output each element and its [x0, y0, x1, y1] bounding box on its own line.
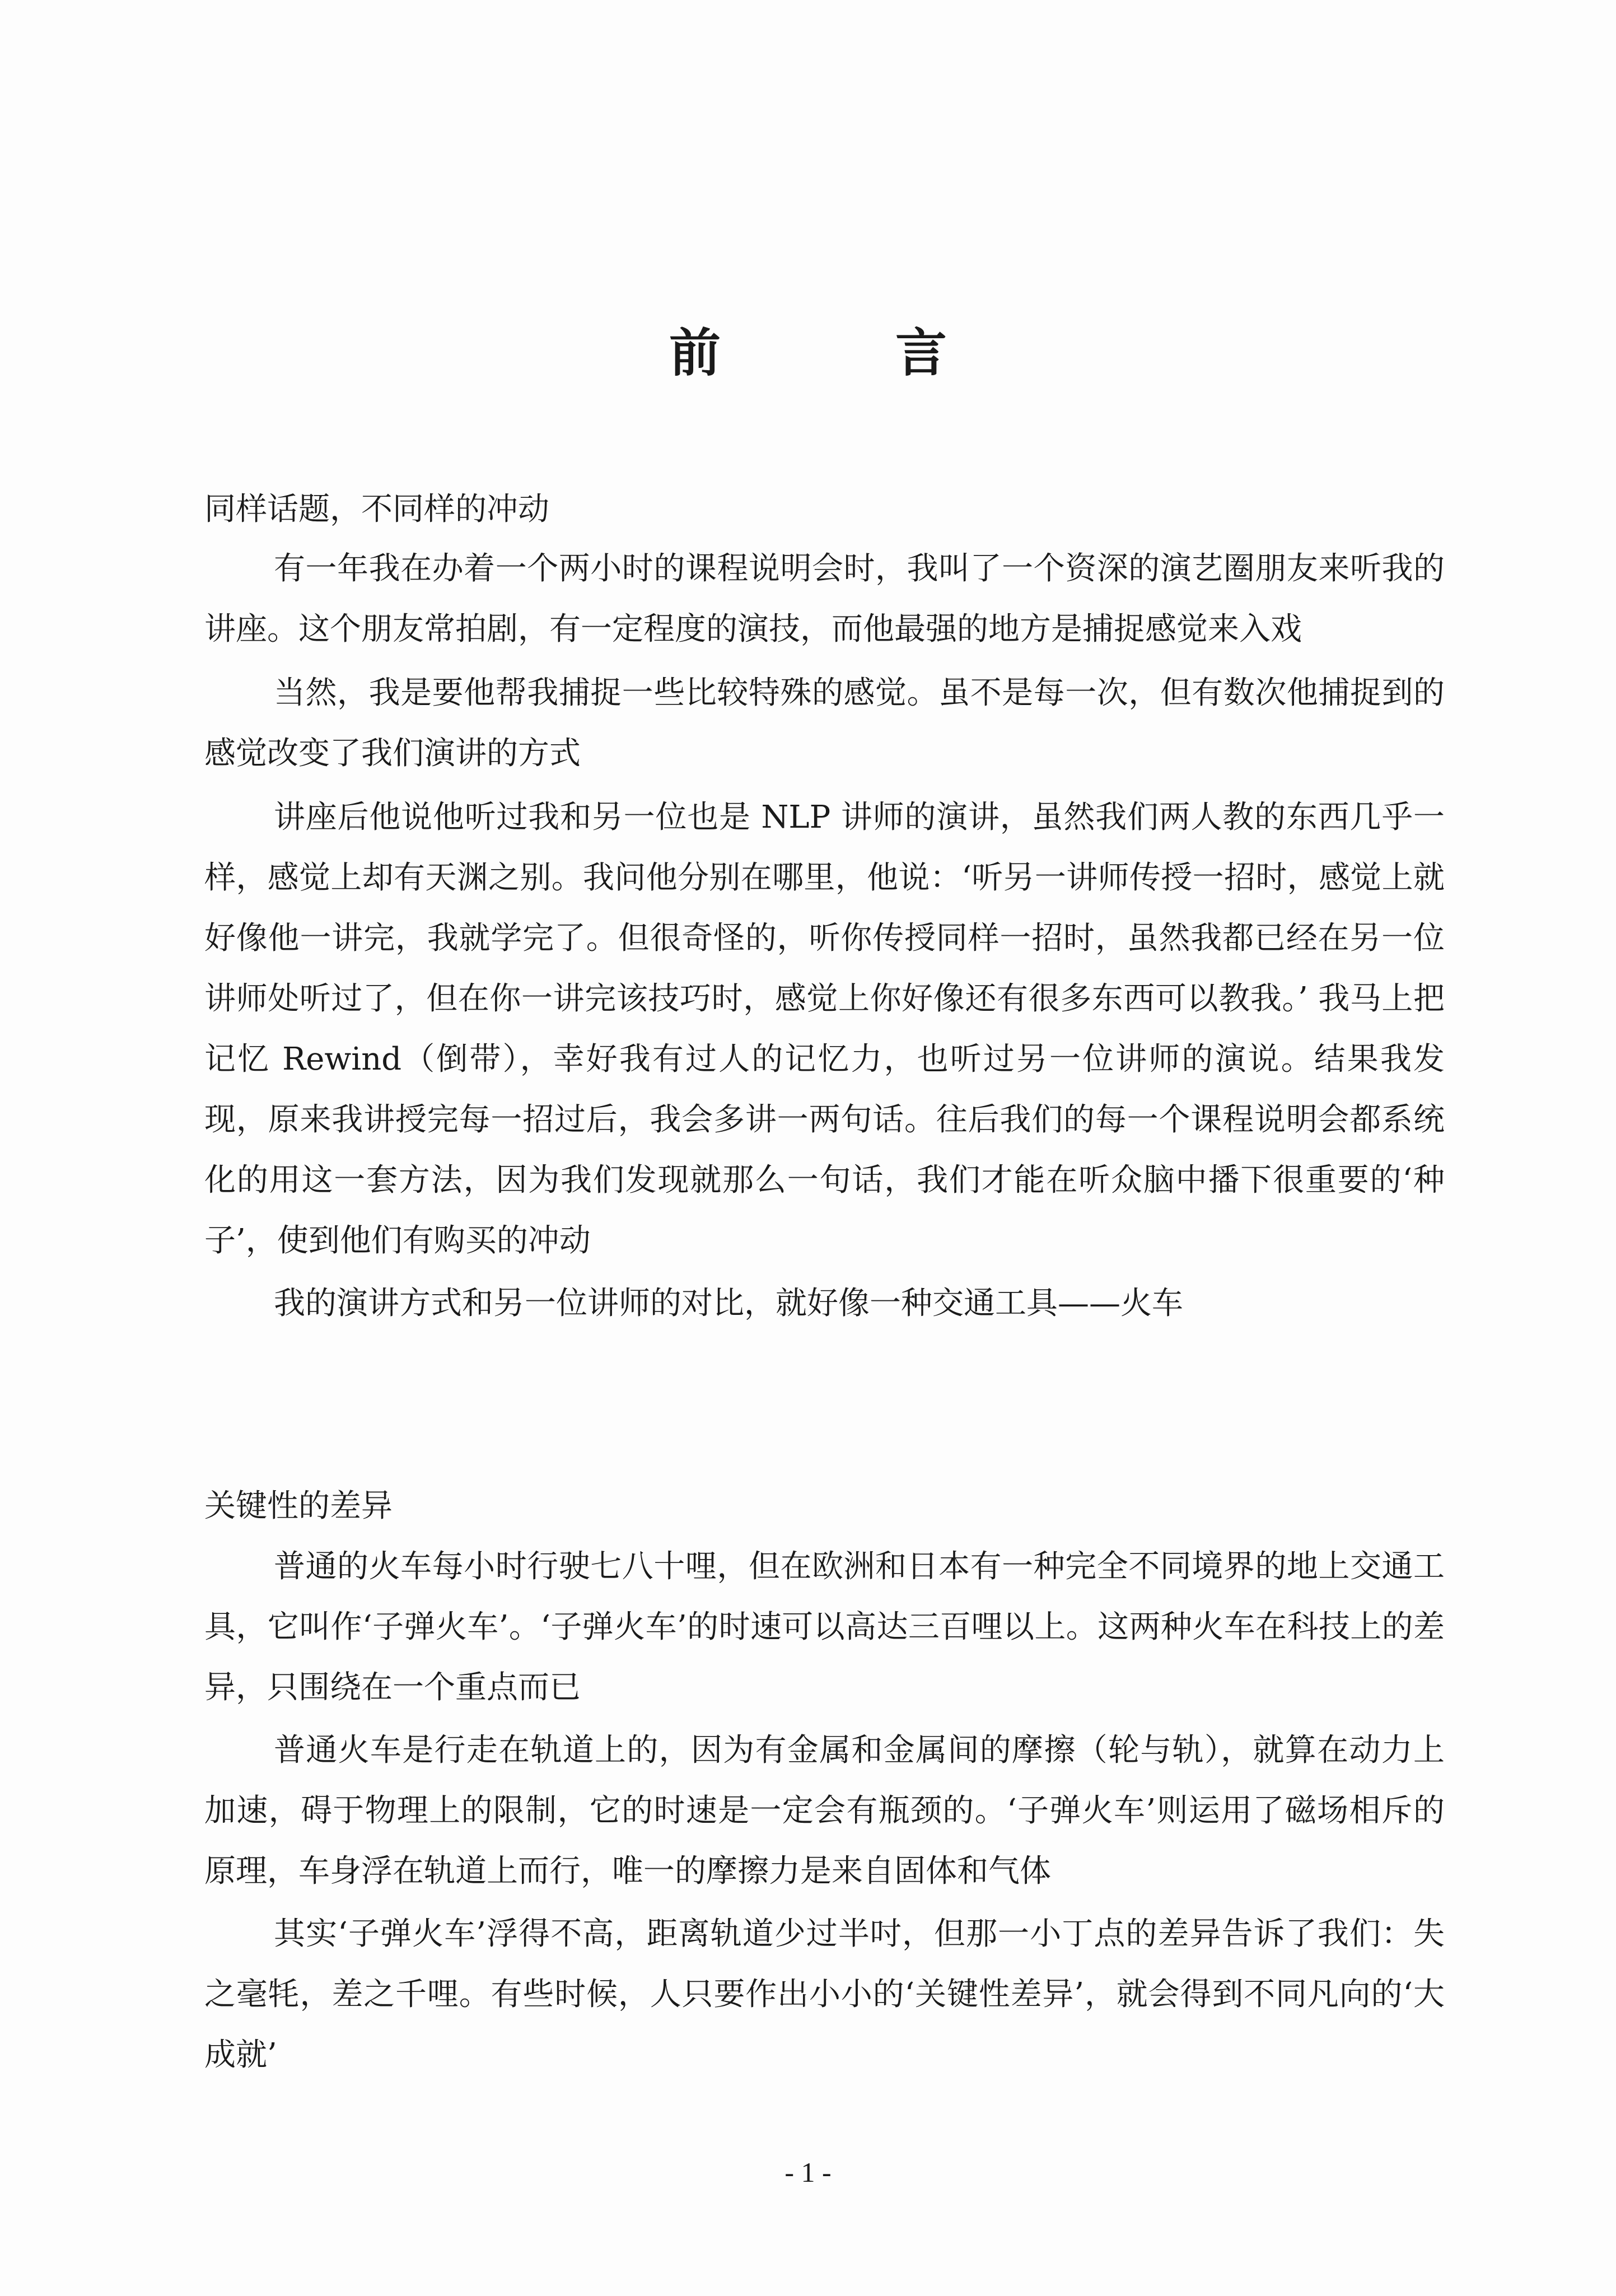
- section-heading: 关键性的差异: [204, 1488, 393, 1524]
- paragraph: 其实‘子弹火车’浮得不高，距离轨道少过半吋，但那一小丁点的差异告诉了我们：失之毫牦，差之千哩。有些时候，人只要作出小小的‘关键性差异’，就会得到不同凡向的‘大成就’: [204, 1916, 1445, 2073]
- paragraph: 我的演讲方式和另一位讲师的对比，就好像一种交通工具——火车: [274, 1285, 1183, 1322]
- paragraph: 有一年我在办着一个两小时的课程说明会时，我叫了一个资深的演艺圈朋友来听我的讲座。这个朋友常拍剧，有一定程度的演技，而他最强的地方是捕捉感觉来入戏: [204, 550, 1445, 647]
- paragraph: 普通的火车每小时行驶七八十哩，但在欧洲和日本有一种完全不同境界的地上交通工具，它叫作‘子弹火车’。‘子弹火车’的时速可以高达三百哩以上。这两种火车在科技上的差异，只围绕在一个重点而已: [204, 1548, 1445, 1706]
- section-2: [204, 1478, 1445, 2085]
- paragraph: 当然，我是要他帮我捕捉一些比较特殊的感觉。虽不是每一次，但有数次他捕捉到的感觉改变了我们演讲的方式: [204, 675, 1445, 772]
- section-1: [204, 482, 1445, 1334]
- page-title: 前 言: [669, 323, 1026, 383]
- paragraph: 讲座后他说他听过我和另一位也是 NLP 讲师的演讲，虽然我们两人教的东西几乎一样，感觉上却有天渊之别。我问他分别在哪里，他说：‘听另一讲师传授一招时，感觉上就好像他一讲完，我就学完了。但很奇怪的，听你传授同样一招时，虽然我都已经在另一位讲师处听过了，但在你一讲完该技巧时，感觉上你好像还有很多东西可以教我。’ 我马上把记忆 Rewind（倒带），幸好我有过人的记忆力，也听过另一位讲师的演说。结果我发现，原来我讲授完每一招过后，我会多讲一两句话。往后我们的每一个课程说明会都系统化的用这一套方法，因为我们发现就那么一句话，我们才能在听众脑中播下很重要的‘种子’，使到他们有购买的冲动: [204, 799, 1445, 1259]
- paragraph: 普通火车是行走在轨道上的，因为有金属和金属间的摩擦（轮与轨），就算在动力上加速，碍于物理上的限制，它的时速是一定会有瓶颈的。‘子弹火车’则运用了磁场相斥的原理，车身浮在轨道上而行，唯一的摩擦力是来自固体和气体: [204, 1732, 1445, 1889]
- page-number: - 1 -: [784, 2157, 832, 2188]
- section-heading: 同样话题，不同样的冲动: [204, 491, 549, 528]
